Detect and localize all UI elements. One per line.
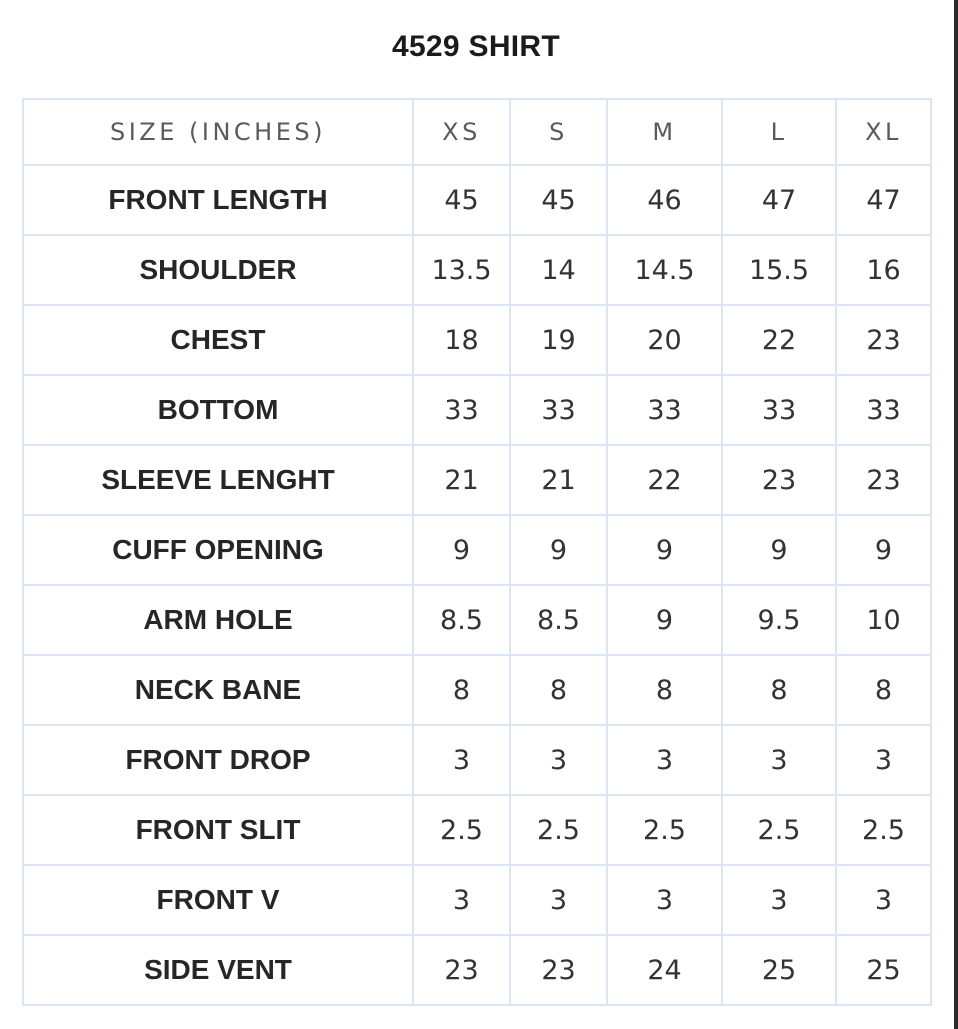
measurement-value: 45 <box>510 165 607 235</box>
measurement-value: 20 <box>607 305 722 375</box>
measurement-value: 21 <box>510 445 607 515</box>
measurement-value: 47 <box>836 165 931 235</box>
measurement-value: 25 <box>722 935 836 1005</box>
measurement-value: 23 <box>722 445 836 515</box>
measurement-value: 2.5 <box>510 795 607 865</box>
measurement-value: 9.5 <box>722 585 836 655</box>
measurement-value: 22 <box>607 445 722 515</box>
measurement-value: 8.5 <box>510 585 607 655</box>
measurement-value: 8 <box>836 655 931 725</box>
measurement-value: 3 <box>607 865 722 935</box>
measurement-value: 15.5 <box>722 235 836 305</box>
measurement-value: 8 <box>510 655 607 725</box>
table-row <box>23 165 931 235</box>
measurement-label: SLEEVE LENGHT <box>23 445 413 515</box>
measurement-value: 22 <box>722 305 836 375</box>
measurement-value: 23 <box>836 305 931 375</box>
table-row <box>23 585 931 655</box>
measurement-value: 16 <box>836 235 931 305</box>
measurement-value: 3 <box>607 725 722 795</box>
measurement-value: 9 <box>607 515 722 585</box>
measurement-label: SIDE VENT <box>23 935 413 1005</box>
measurement-value: 2.5 <box>722 795 836 865</box>
measurement-label: FRONT SLIT <box>23 795 413 865</box>
measurement-value: 3 <box>413 725 510 795</box>
table-row <box>23 725 931 795</box>
size-header-label: SIZE (INCHES) <box>23 99 413 165</box>
measurement-value: 25 <box>836 935 931 1005</box>
table-row <box>23 795 931 865</box>
measurement-value: 9 <box>510 515 607 585</box>
measurement-value: 33 <box>722 375 836 445</box>
measurement-value: 3 <box>722 725 836 795</box>
measurement-value: 33 <box>836 375 931 445</box>
measurement-value: 2.5 <box>413 795 510 865</box>
measurement-label: FRONT DROP <box>23 725 413 795</box>
measurement-value: 2.5 <box>607 795 722 865</box>
measurement-value: 3 <box>413 865 510 935</box>
measurement-value: 33 <box>607 375 722 445</box>
table-row <box>23 235 931 305</box>
measurement-label: BOTTOM <box>23 375 413 445</box>
measurement-value: 33 <box>510 375 607 445</box>
measurement-label: CHEST <box>23 305 413 375</box>
measurement-value: 3 <box>722 865 836 935</box>
measurement-value: 14.5 <box>607 235 722 305</box>
measurement-value: 23 <box>413 935 510 1005</box>
table-row <box>23 865 931 935</box>
measurement-value: 3 <box>510 725 607 795</box>
table-row <box>23 445 931 515</box>
size-header-s: S <box>510 99 607 165</box>
measurement-value: 23 <box>836 445 931 515</box>
measurement-value: 3 <box>836 865 931 935</box>
measurement-value: 14 <box>510 235 607 305</box>
measurement-value: 10 <box>836 585 931 655</box>
measurement-value: 33 <box>413 375 510 445</box>
measurement-value: 9 <box>836 515 931 585</box>
measurement-value: 2.5 <box>836 795 931 865</box>
measurement-label: CUFF OPENING <box>23 515 413 585</box>
size-header-l: L <box>722 99 836 165</box>
measurement-value: 8 <box>607 655 722 725</box>
size-header-m: M <box>607 99 722 165</box>
measurement-label: FRONT V <box>23 865 413 935</box>
size-chart-table <box>22 98 932 1006</box>
measurement-value: 18 <box>413 305 510 375</box>
measurement-value: 46 <box>607 165 722 235</box>
page-title: 4529 SHIRT <box>391 30 561 63</box>
measurement-value: 19 <box>510 305 607 375</box>
table-row <box>23 375 931 445</box>
measurement-value: 8 <box>413 655 510 725</box>
measurement-label: NECK BANE <box>23 655 413 725</box>
table-header-row <box>23 99 931 165</box>
table-row <box>23 515 931 585</box>
table-row <box>23 935 931 1005</box>
measurement-value: 9 <box>722 515 836 585</box>
measurement-value: 45 <box>413 165 510 235</box>
measurement-value: 23 <box>510 935 607 1005</box>
measurement-value: 9 <box>413 515 510 585</box>
table-row <box>23 655 931 725</box>
measurement-label: SHOULDER <box>23 235 413 305</box>
measurement-value: 3 <box>836 725 931 795</box>
measurement-value: 21 <box>413 445 510 515</box>
measurement-value: 8.5 <box>413 585 510 655</box>
measurement-value: 8 <box>722 655 836 725</box>
measurement-label: FRONT LENGTH <box>23 165 413 235</box>
measurement-value: 3 <box>510 865 607 935</box>
size-header-xs: XS <box>413 99 510 165</box>
measurement-value: 13.5 <box>413 235 510 305</box>
measurement-value: 9 <box>607 585 722 655</box>
measurement-value: 24 <box>607 935 722 1005</box>
table-row <box>23 305 931 375</box>
measurement-value: 47 <box>722 165 836 235</box>
size-header-xl: XL <box>836 99 931 165</box>
measurement-label: ARM HOLE <box>23 585 413 655</box>
window-edge <box>954 0 958 1029</box>
